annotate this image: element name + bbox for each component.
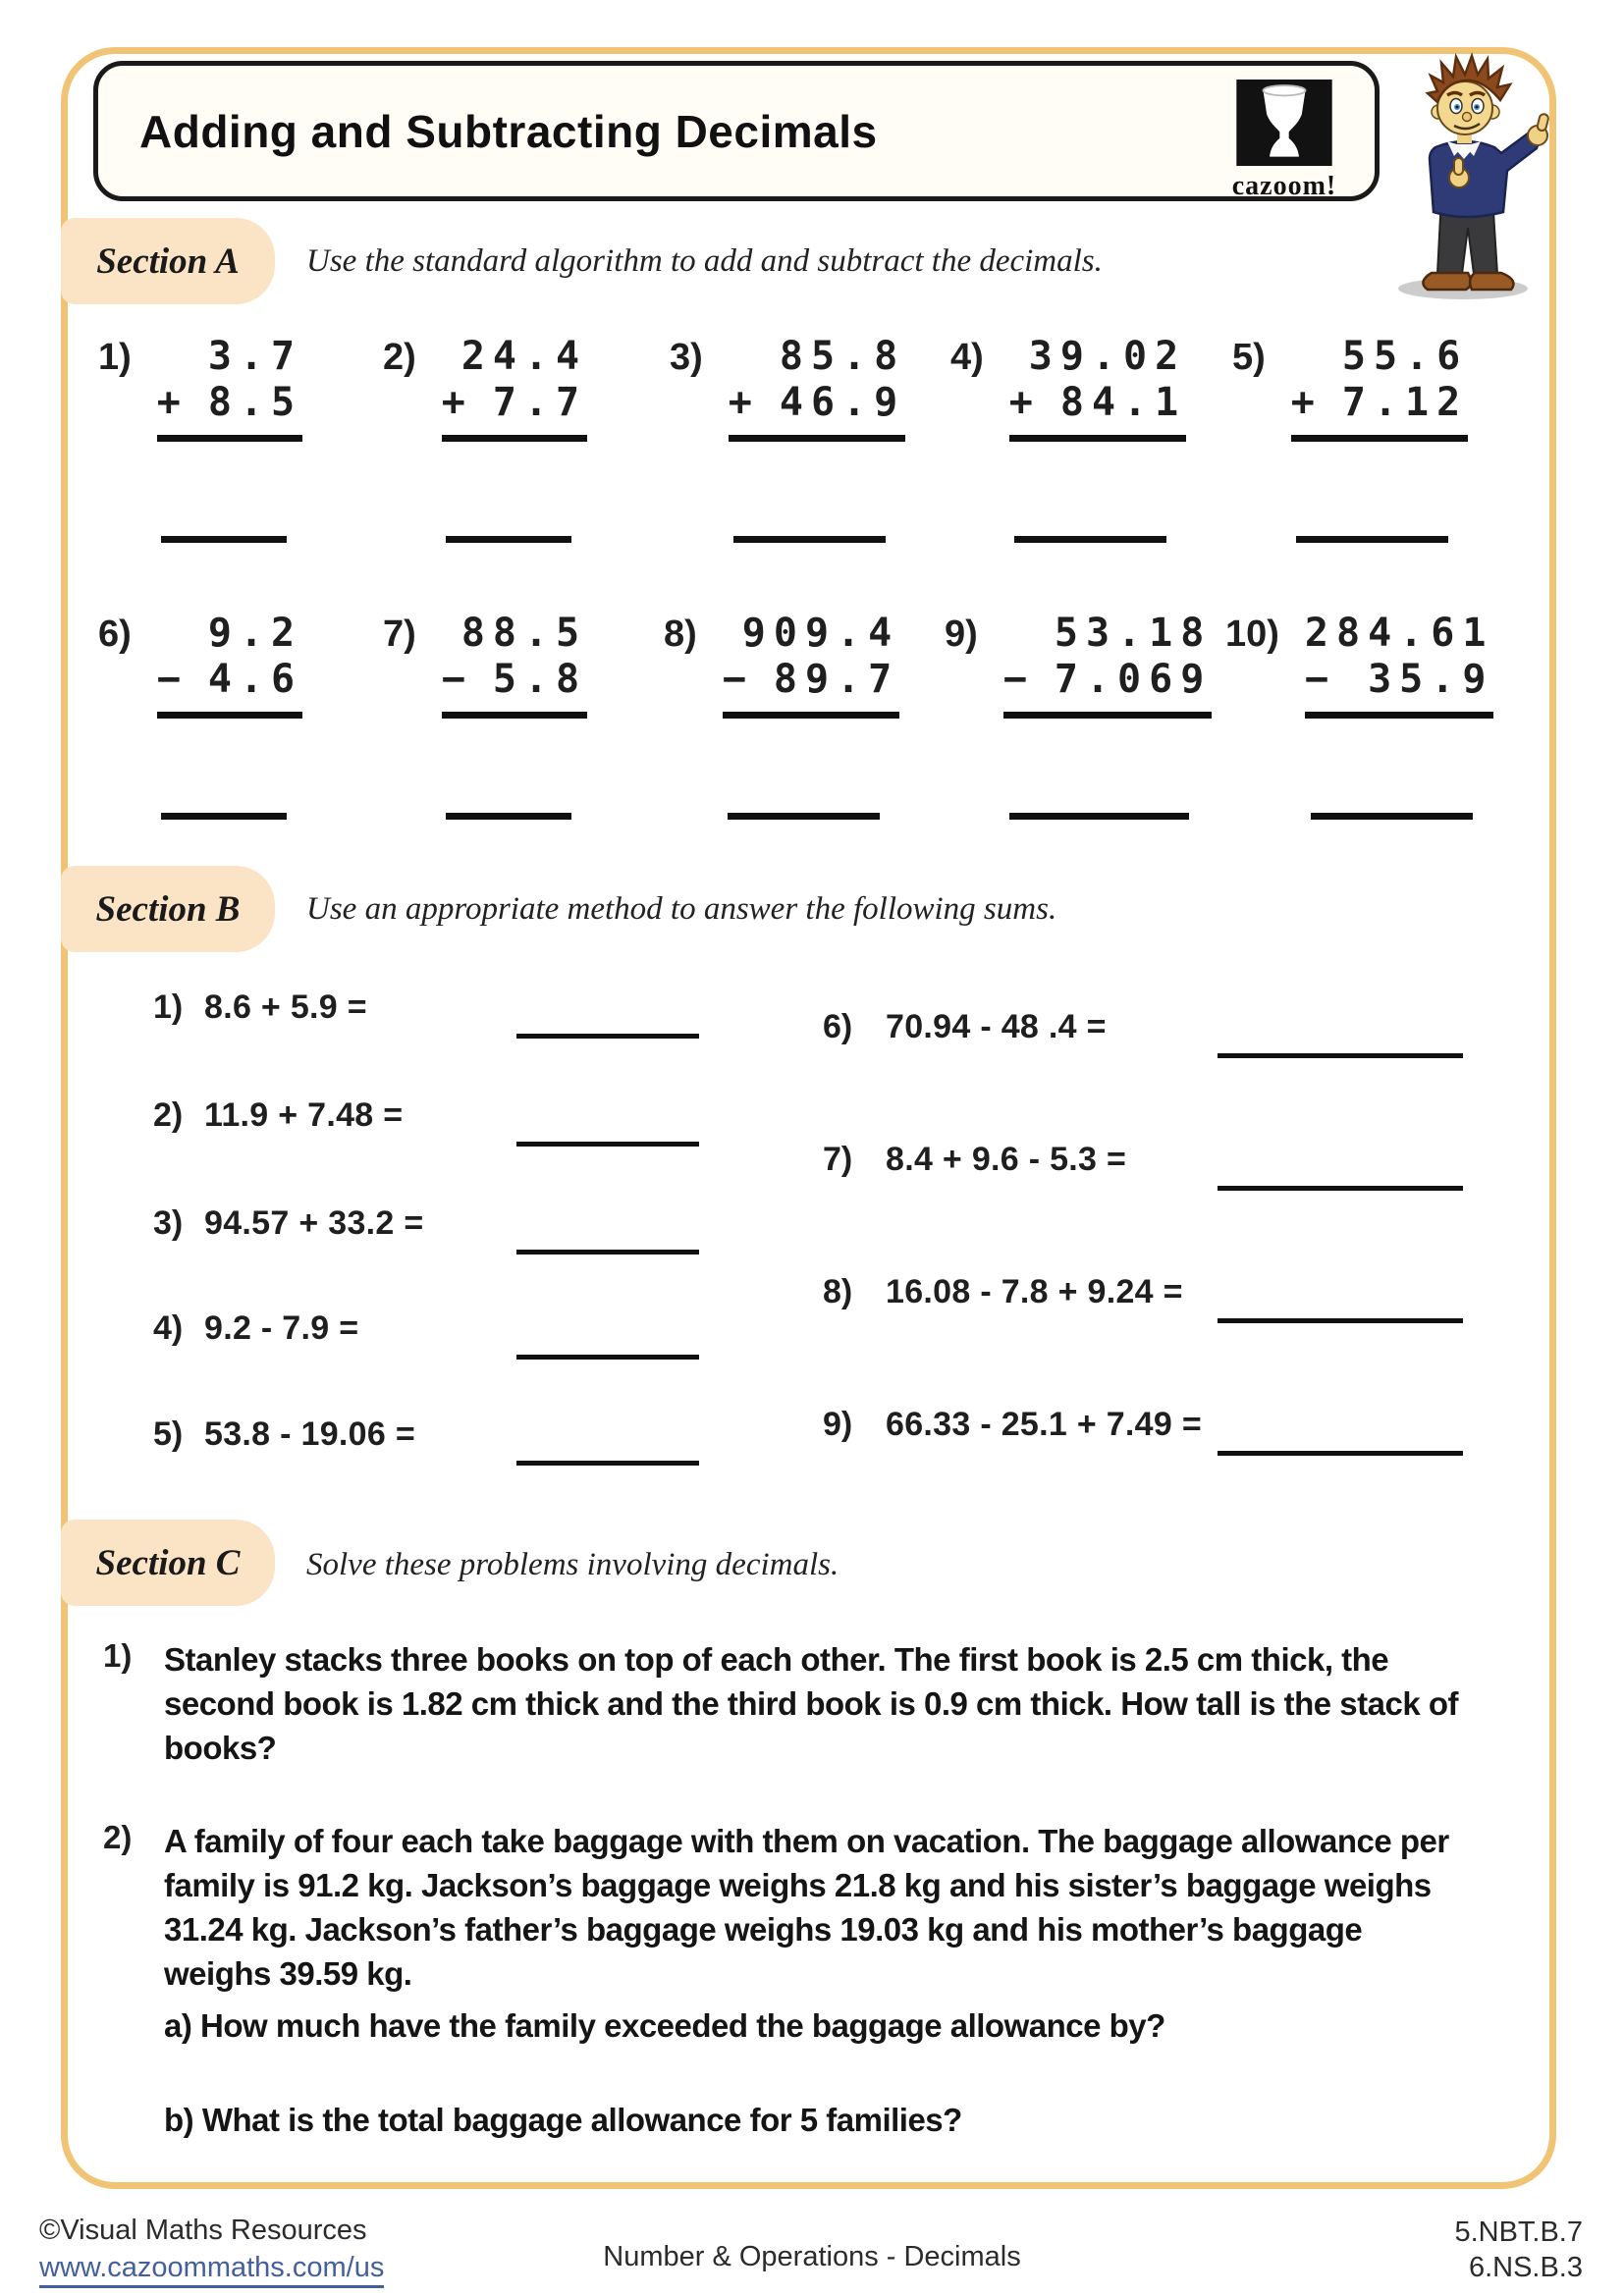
- bottom-number: 7.12: [1341, 380, 1469, 425]
- top-number: 39.02: [1028, 334, 1187, 379]
- footer-standards: [1454, 2215, 1583, 2285]
- section-b-label-text: Section B: [95, 888, 241, 930]
- vertical-problem-5: [1232, 334, 1474, 543]
- vertical-problem-6: [98, 611, 308, 820]
- answer-line: [1218, 1318, 1463, 1323]
- problem-number: 1): [98, 337, 132, 378]
- vertical-problem-10: [1225, 611, 1499, 820]
- section-c-instruction: Solve these problems involving decimals.: [306, 1547, 839, 1582]
- problem-number: 8): [823, 1273, 853, 1310]
- answer-line: [446, 813, 571, 820]
- bottom-number: 8.5: [207, 380, 303, 425]
- sum-row-4: [153, 1309, 762, 1378]
- problem-text: A family of four each take baggage with them on vacation. The baggage allowance per family is 91.2 kg. Jackson’s baggage weighs 21.8 kg and his sister’s baggage weighs 31.24 kg. Jackson’s father’s baggage weighs 19.03 kg and his mother’s baggage weighs 39.59 kg.: [164, 1823, 1449, 1992]
- equals-line: [1009, 435, 1186, 442]
- operator: +: [156, 380, 189, 425]
- vertical-problem-8: [664, 611, 905, 820]
- vertical-problem-2: [383, 334, 593, 543]
- bottom-number: 89.7: [773, 657, 900, 702]
- answer-line: [1218, 1186, 1463, 1191]
- top-number: 53.18: [1054, 611, 1213, 656]
- problem-number: 9): [823, 1406, 853, 1443]
- answer-line: [516, 1461, 699, 1466]
- expression: 66.33 - 25.1 + 7.49 =: [886, 1406, 1202, 1443]
- word-problem-1: [103, 1637, 1537, 1770]
- bottom-number: 7.069: [1054, 657, 1213, 702]
- problem-text: Stanley stacks three books on top of each other. The first book is 2.5 cm thick, the second book is 1.82 cm thick and the third book is 0.9 cm thick. How tall is the stack of books?: [164, 1641, 1459, 1766]
- djembe-drum-icon: [1233, 153, 1335, 170]
- problem-part-a: a) How much have the family exceeded the baggage allowance by?: [164, 2007, 1165, 2044]
- bottom-number: 84.1: [1059, 380, 1187, 425]
- equals-line: [729, 435, 905, 442]
- cazoom-logo: [1227, 80, 1341, 202]
- problem-number: 3): [153, 1204, 184, 1242]
- vertical-problem-1: [98, 334, 308, 543]
- problem-number: 10): [1225, 614, 1279, 655]
- thumbs-up-boy-illustration: [1373, 49, 1569, 304]
- word-problem-2: [103, 1819, 1537, 2142]
- equals-line: [723, 712, 899, 719]
- copyright-text: ©Visual Maths Resources: [39, 2215, 367, 2246]
- section-a-label-text: Section A: [96, 240, 240, 282]
- expression: 53.8 - 19.06 =: [204, 1415, 415, 1453]
- problem-number: 2): [103, 1819, 133, 1855]
- problem-number: 8): [664, 614, 697, 655]
- top-number: 9.2: [207, 611, 303, 656]
- answer-line: [1218, 1053, 1463, 1058]
- bottom-number: 35.9: [1368, 657, 1494, 702]
- problem-number: 1): [103, 1637, 133, 1674]
- operator: +: [1008, 380, 1041, 425]
- vertical-problem-3: [670, 334, 911, 543]
- operator: −: [1304, 657, 1337, 702]
- expression: 94.57 + 33.2 =: [204, 1204, 424, 1242]
- answer-line: [516, 1034, 699, 1039]
- equals-line: [442, 435, 587, 442]
- top-number: 24.4: [460, 334, 588, 379]
- logo-wordmark: cazoom!: [1231, 171, 1337, 201]
- operator: +: [1290, 380, 1323, 425]
- operator: +: [728, 380, 760, 425]
- sum-row-7: [823, 1141, 1510, 1209]
- top-number: 909.4: [741, 611, 900, 656]
- expression: 9.2 - 7.9 =: [204, 1309, 359, 1347]
- top-number: 88.5: [460, 611, 588, 656]
- problem-number: 6): [98, 614, 132, 655]
- bottom-number: 4.6: [207, 657, 303, 702]
- expression: 16.08 - 7.8 + 9.24 =: [886, 1273, 1183, 1310]
- problem-number: 5): [153, 1415, 184, 1453]
- equals-line: [1291, 435, 1468, 442]
- problem-number: 7): [383, 614, 416, 655]
- equals-line: [1305, 712, 1494, 719]
- sum-row-8: [823, 1273, 1510, 1342]
- title-box: [93, 61, 1380, 201]
- section-b-label: [61, 866, 275, 952]
- expression: 70.94 - 48 .4 =: [886, 1008, 1107, 1045]
- answer-line: [516, 1355, 699, 1360]
- top-number: 55.6: [1341, 334, 1469, 379]
- section-c-label: [61, 1520, 275, 1606]
- problem-number: 3): [670, 337, 703, 378]
- equals-line: [157, 435, 302, 442]
- sum-row-3: [153, 1204, 762, 1273]
- sum-row-5: [153, 1415, 762, 1484]
- expression: 11.9 + 7.48 =: [204, 1096, 404, 1134]
- problem-number: 7): [823, 1141, 853, 1178]
- problem-number: 2): [383, 337, 416, 378]
- section-a-label: [61, 218, 275, 304]
- bottom-number: 46.9: [779, 380, 906, 425]
- problem-number: 6): [823, 1008, 853, 1045]
- bottom-number: 7.7: [492, 380, 588, 425]
- answer-line: [516, 1142, 699, 1147]
- top-number: 3.7: [207, 334, 303, 379]
- footer-subject: Number & Operations - Decimals: [603, 2241, 1021, 2272]
- standard-code-2: 6.NS.B.3: [1468, 2252, 1583, 2283]
- answer-line: [1311, 813, 1474, 820]
- expression: 8.6 + 5.9 =: [204, 988, 367, 1026]
- answer-line: [1009, 813, 1189, 820]
- answer-line: [1218, 1451, 1463, 1456]
- top-number: 284.61: [1304, 611, 1494, 656]
- standard-code-1: 5.NBT.B.7: [1454, 2216, 1583, 2248]
- answer-line: [446, 536, 571, 543]
- problem-part-b: b) What is the total baggage allowance for 5 families?: [164, 2102, 962, 2138]
- operator: +: [441, 380, 473, 425]
- answer-line: [733, 536, 886, 543]
- equals-line: [442, 712, 587, 719]
- answer-line: [728, 813, 880, 820]
- problem-number: 9): [945, 614, 978, 655]
- vertical-problem-7: [383, 611, 593, 820]
- operator: −: [722, 657, 754, 702]
- footer-copyright-block: [39, 2215, 384, 2288]
- problem-number: 5): [1232, 337, 1266, 378]
- operator: −: [156, 657, 189, 702]
- top-number: 85.8: [779, 334, 906, 379]
- sum-row-6: [823, 1008, 1510, 1077]
- section-c-label-text: Section C: [95, 1542, 241, 1583]
- bottom-number: 5.8: [492, 657, 588, 702]
- problem-number: 2): [153, 1096, 184, 1134]
- expression: 8.4 + 9.6 - 5.3 =: [886, 1141, 1127, 1178]
- section-b-instruction: Use an appropriate method to answer the following sums.: [306, 891, 1057, 927]
- vertical-problem-4: [950, 334, 1192, 543]
- problem-number: 4): [153, 1309, 184, 1347]
- page-title: Adding and Subtracting Decimals: [139, 105, 878, 157]
- problem-number: 1): [153, 988, 184, 1026]
- vertical-problem-9: [945, 611, 1218, 820]
- answer-line: [1296, 536, 1448, 543]
- section-a-instruction: Use the standard algorithm to add and subtract the decimals.: [306, 243, 1103, 279]
- sum-row-1: [153, 988, 762, 1057]
- operator: −: [441, 657, 473, 702]
- operator: −: [1002, 657, 1035, 702]
- equals-line: [1003, 712, 1213, 719]
- sum-row-2: [153, 1096, 762, 1165]
- answer-line: [1014, 536, 1166, 543]
- sum-row-9: [823, 1406, 1510, 1474]
- answer-line: [161, 813, 287, 820]
- answer-line: [516, 1250, 699, 1255]
- problem-number: 4): [950, 337, 984, 378]
- answer-line: [161, 536, 287, 543]
- website-link[interactable]: www.cazoommaths.com/us: [39, 2252, 384, 2288]
- equals-line: [157, 712, 302, 719]
